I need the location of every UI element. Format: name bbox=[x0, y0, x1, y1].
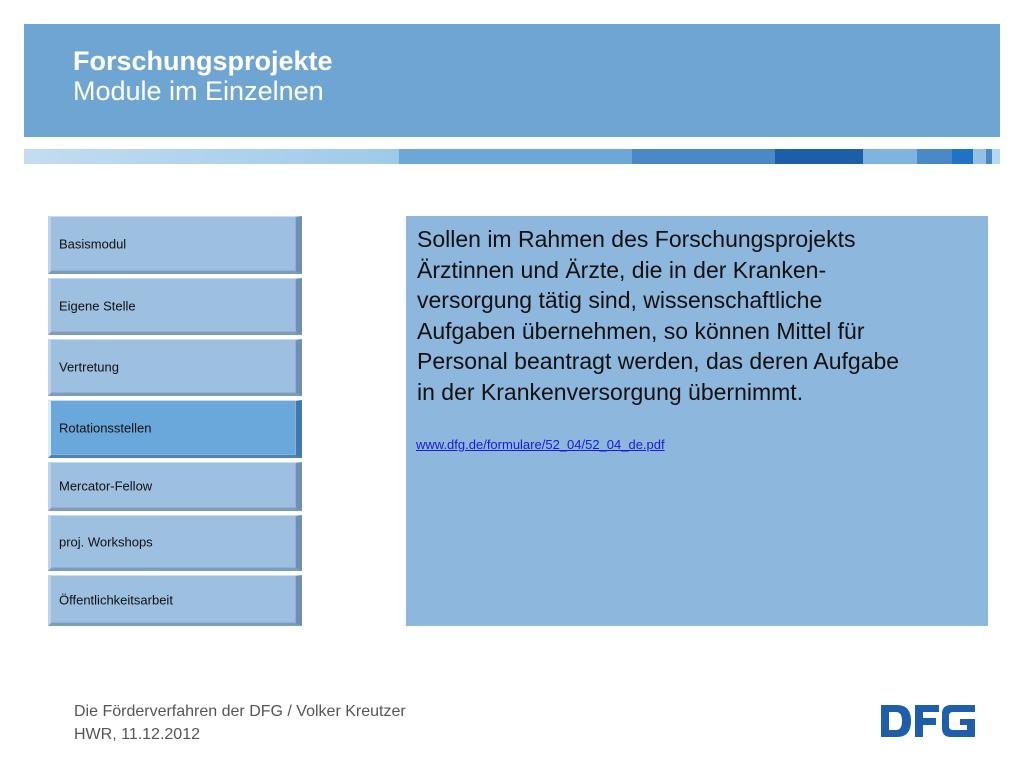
content-line: Personal beantragt werden, das deren Aufgabe bbox=[417, 348, 900, 374]
nav-item-label: Rotationsstellen bbox=[59, 420, 152, 436]
content-line: Aufgaben übernehmen, so können Mittel für bbox=[417, 317, 865, 344]
content-line: in der Krankenversorgung übernimmt. bbox=[417, 378, 804, 405]
footer-date: HWR, 11.12.2012 bbox=[74, 726, 200, 743]
content-line: Sollen im Rahmen des Forschungsprojekts bbox=[417, 226, 856, 252]
slide-subtitle: Module im Einzelnen bbox=[73, 76, 324, 106]
nav-item-basismodul[interactable] bbox=[48, 216, 302, 274]
slide-title: Forschungsprojekte bbox=[73, 46, 333, 76]
module-nav bbox=[48, 216, 302, 626]
dfg-logo bbox=[881, 703, 977, 739]
nav-item-label: Basismodul bbox=[59, 236, 127, 252]
form-pdf-link[interactable]: www.dfg.de/formulare/52_04/52_04_de.pdf bbox=[416, 437, 665, 452]
nav-item-label: proj. Workshops bbox=[59, 534, 153, 550]
content-line: Ärztinnen und Ärzte, die in der Kranken- bbox=[417, 256, 827, 283]
content-panel bbox=[406, 216, 988, 626]
nav-item-label: Öffentlichkeitsarbeit bbox=[59, 592, 173, 607]
nav-item-label: Vertretung bbox=[59, 359, 119, 374]
nav-item-mercator-fellow[interactable] bbox=[48, 462, 302, 511]
nav-item-eigene-stelle[interactable] bbox=[48, 278, 302, 335]
nav-item-vertretung[interactable] bbox=[48, 339, 302, 396]
nav-item-rotationsstellen[interactable] bbox=[48, 400, 302, 458]
nav-item-label: Mercator-Fellow bbox=[59, 478, 153, 493]
footer-presentation-title: Die Förderverfahren der DFG / Volker Kreutzer bbox=[74, 703, 406, 720]
content-text bbox=[417, 224, 977, 407]
title-banner bbox=[24, 24, 1000, 137]
nav-item-oeffentlichkeitsarbeit[interactable] bbox=[48, 575, 302, 626]
nav-item-label: Eigene Stelle bbox=[59, 298, 136, 313]
nav-item-proj-workshops[interactable] bbox=[48, 515, 302, 571]
content-line: versorgung tätig sind, wissenschaftliche bbox=[417, 287, 823, 313]
